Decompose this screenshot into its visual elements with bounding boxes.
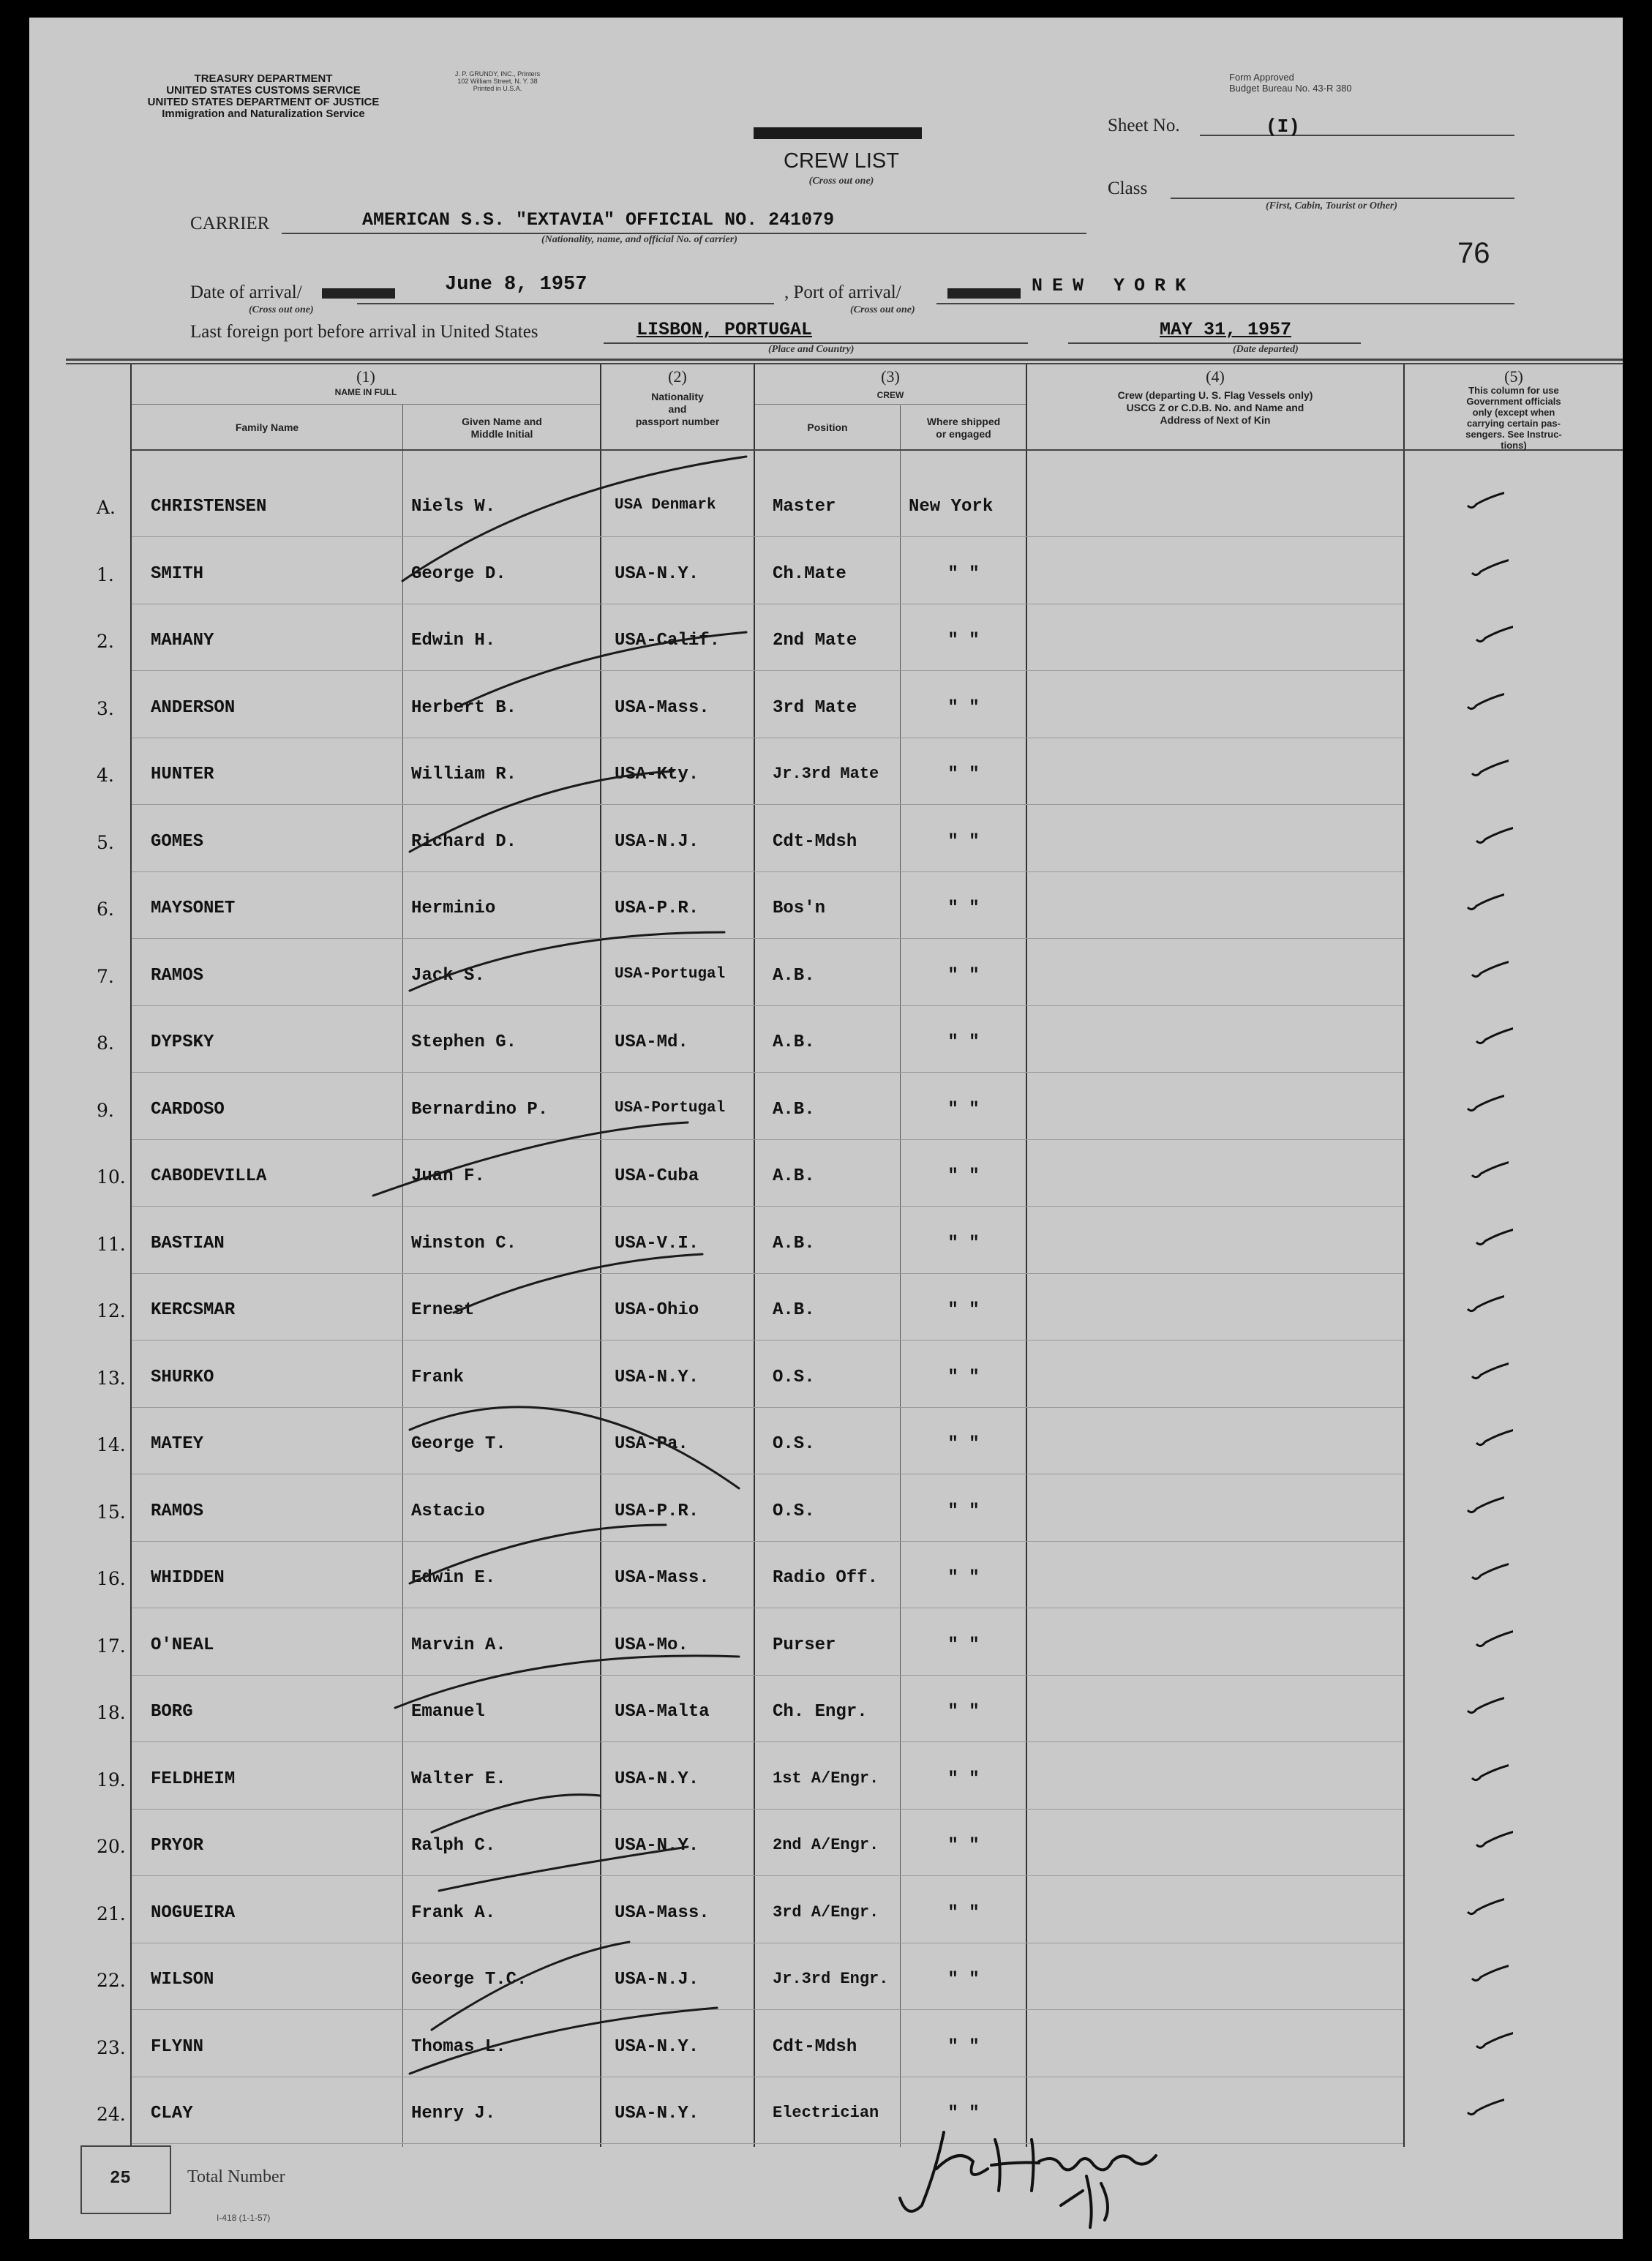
family-name-cell: MATEY xyxy=(151,1434,204,1454)
total-label: Total Number xyxy=(187,2167,285,2186)
position-cell: A.B. xyxy=(773,1234,815,1253)
date-departed-value: MAY 31, 1957 xyxy=(1160,319,1292,340)
given-name-cell: Walter E. xyxy=(411,1769,506,1789)
strike-mark xyxy=(439,1847,688,1891)
place-country-caption: (Place and Country) xyxy=(768,344,855,355)
strike-mark xyxy=(410,2008,717,2074)
gov-use-header-line-4: carrying certain pas- xyxy=(1467,418,1561,429)
given-name-cell: Niels W. xyxy=(411,497,496,517)
given-name-cell: Juan F. xyxy=(411,1166,485,1186)
nationality-cell: USA-N.Y. xyxy=(615,1368,699,1387)
where-shipped-cell: " " xyxy=(947,1568,980,1588)
given-name-cell: Marvin A. xyxy=(411,1635,506,1655)
position-cell: 3rd Mate xyxy=(773,698,857,718)
row-label: 16. xyxy=(97,1568,126,1589)
where-shipped-cell: " " xyxy=(947,1970,980,1990)
nationality-cell: USA Denmark xyxy=(615,497,716,514)
nationality-cell: USA-N.Y. xyxy=(615,564,699,584)
title-cross-out-note: (Cross out one) xyxy=(808,176,874,187)
nationality-cell: USA-Portugal xyxy=(615,966,726,983)
family-name-cell: RAMOS xyxy=(151,1501,204,1521)
crew-header: CREW xyxy=(876,390,904,400)
position-cell: O.S. xyxy=(773,1368,815,1387)
class-caption: (First, Cabin, Tourist or Other) xyxy=(1266,200,1397,211)
where-shipped-cell: " " xyxy=(947,899,980,918)
row-label: 6. xyxy=(97,899,114,920)
where-shipped-cell: " " xyxy=(947,2037,980,2057)
date-departed-caption: (Date departed) xyxy=(1233,344,1299,355)
position-cell: Ch. Engr. xyxy=(773,1702,868,1722)
position-cell: Ch.Mate xyxy=(773,564,846,584)
position-cell: Jr.3rd Mate xyxy=(773,765,879,783)
class-label: Class xyxy=(1108,179,1148,198)
printer-line-1: J. P. GRUNDY, INC., Printers xyxy=(454,70,541,78)
given-name-cell: Herbert B. xyxy=(411,698,517,718)
last-port-value: LISBON, PORTUGAL xyxy=(637,319,813,340)
handwritten-page-number: 76 xyxy=(1457,237,1490,269)
family-name-cell: SMITH xyxy=(151,564,204,584)
last-port-label: Last foreign port before arrival in United States xyxy=(190,322,538,342)
port-of-arrival-value: NEW YORK xyxy=(1032,275,1196,296)
position-cell: A.B. xyxy=(773,1166,815,1186)
where-shipped-cell: " " xyxy=(947,1836,980,1856)
strike-mark xyxy=(410,932,724,991)
col-3-number: (3) xyxy=(881,367,900,386)
family-name-cell: NOGUEIRA xyxy=(151,1903,236,1923)
nationality-cell: USA-Mass. xyxy=(615,1568,710,1588)
nationality-cell: USA-Cuba xyxy=(615,1166,699,1186)
position-cell: 2nd A/Engr. xyxy=(773,1836,879,1854)
col-2-number: (2) xyxy=(668,367,687,386)
where-shipped-cell: " " xyxy=(947,1100,980,1120)
position-cell: O.S. xyxy=(773,1501,815,1521)
family-name-cell: WILSON xyxy=(151,1970,214,1990)
row-label: 9. xyxy=(97,1100,114,1121)
row-label: 17. xyxy=(97,1635,126,1657)
where-shipped-cell: " " xyxy=(947,832,980,852)
given-name-cell: Richard D. xyxy=(411,832,517,852)
where-shipped-cell: " " xyxy=(947,1903,980,1923)
nationality-cell: USA-N.Y. xyxy=(615,1769,699,1789)
position-cell: O.S. xyxy=(773,1434,815,1454)
form-title: CREW LIST xyxy=(784,149,899,173)
row-label: 21. xyxy=(97,1903,126,1924)
nationality-cell: USA-Kty. xyxy=(615,765,699,784)
date-of-arrival-label: Date of arrival/ xyxy=(190,282,302,302)
given-name-cell: Astacio xyxy=(411,1501,485,1521)
gov-use-header-line-1: This column for use xyxy=(1468,385,1559,396)
date-of-arrival-value: June 8, 1957 xyxy=(445,274,587,296)
row-label: 13. xyxy=(97,1368,126,1389)
form-number: I-418 (1-1-57) xyxy=(217,2213,271,2223)
given-name-cell: Ralph C. xyxy=(411,1836,496,1856)
position-cell: A.B. xyxy=(773,966,815,986)
sheet-no-label: Sheet No. xyxy=(1108,116,1180,135)
budget-bureau-text: Budget Bureau No. 43-R 380 xyxy=(1229,83,1352,94)
where-shipped-cell: " " xyxy=(947,966,980,986)
row-label: 7. xyxy=(97,966,114,987)
given-name-cell: Winston C. xyxy=(411,1234,517,1253)
nationality-cell: USA-Md. xyxy=(615,1032,688,1052)
family-name-cell: GOMES xyxy=(151,832,204,852)
col-4-number: (4) xyxy=(1206,367,1225,386)
row-label: 22. xyxy=(97,1970,126,1991)
position-cell: Purser xyxy=(773,1635,836,1655)
position-cell: Cdt-Mdsh xyxy=(773,2037,857,2057)
given-name-cell: Jack S. xyxy=(411,966,485,986)
carrier-value: AMERICAN S.S. "EXTAVIA" OFFICIAL NO. 241079 xyxy=(362,209,835,230)
family-name-cell: MAYSONET xyxy=(151,899,236,918)
family-name-cell: FLYNN xyxy=(151,2037,204,2057)
given-name-cell: Edwin E. xyxy=(411,1568,496,1588)
agency-line-3: UNITED STATES DEPARTMENT OF JUSTICE xyxy=(147,96,380,108)
row-label: 10. xyxy=(97,1166,126,1188)
nationality-cell: USA-N.Y. xyxy=(615,2037,699,2057)
kin-header-line-1: Crew (departing U. S. Flag Vessels only) xyxy=(1117,389,1313,401)
where-shipped-cell: " " xyxy=(947,1300,980,1320)
nationality-header-line-2: and xyxy=(668,403,687,415)
nationality-cell: USA-Portugal xyxy=(615,1100,726,1117)
strike-mark xyxy=(432,1795,600,1832)
position-cell: 2nd Mate xyxy=(773,631,857,650)
where-shipped-cell: " " xyxy=(947,1501,980,1521)
where-shipped-cell: " " xyxy=(947,1032,980,1052)
nationality-cell: USA-Mass. xyxy=(615,698,710,718)
row-label: 8. xyxy=(97,1032,114,1054)
position-cell: Jr.3rd Engr. xyxy=(773,1970,889,1988)
strike-mark xyxy=(432,1942,629,2030)
row-label: 12. xyxy=(97,1300,126,1321)
position-cell: A.B. xyxy=(773,1300,815,1320)
nationality-cell: USA-Mo. xyxy=(615,1635,688,1655)
handwritten-strikes xyxy=(29,18,1623,2239)
gov-use-header-line-2: Government officials xyxy=(1466,396,1561,407)
given-name-cell: Thomas L. xyxy=(411,2037,506,2057)
nationality-cell: USA-V.I. xyxy=(615,1234,699,1253)
position-header: Position xyxy=(807,421,848,433)
given-name-cell: George T. xyxy=(411,1434,506,1454)
strike-mark xyxy=(454,1254,702,1313)
nationality-cell: USA-Mass. xyxy=(615,1903,710,1923)
row-label: 15. xyxy=(97,1501,126,1523)
row-label: 14. xyxy=(97,1434,126,1455)
row-label: 24. xyxy=(97,2104,126,2125)
given-name-cell: Stephen G. xyxy=(411,1032,517,1052)
family-name-cell: BASTIAN xyxy=(151,1234,225,1253)
strike-mark xyxy=(373,1122,688,1196)
where-shipped-cell: New York xyxy=(909,497,994,517)
family-name-cell: RAMOS xyxy=(151,966,204,986)
row-label: 5. xyxy=(97,832,114,853)
where-shipped-cell: " " xyxy=(947,1368,980,1387)
agency-line-1: TREASURY DEPARTMENT xyxy=(194,72,333,85)
family-name-cell: PRYOR xyxy=(151,1836,204,1856)
given-name-cell: Frank xyxy=(411,1368,465,1387)
where-shipped-cell: " " xyxy=(947,2104,980,2123)
strike-mark xyxy=(410,1525,666,1583)
date-cross-out-note: (Cross out one) xyxy=(249,304,314,315)
row-label: 3. xyxy=(97,698,114,719)
nationality-header-line-3: passport number xyxy=(635,416,720,427)
nationality-cell: USA-P.R. xyxy=(615,899,699,918)
row-label: A. xyxy=(97,497,116,518)
kin-header-line-3: Address of Next of Kin xyxy=(1160,414,1271,426)
row-label: 2. xyxy=(97,631,114,652)
document-page xyxy=(29,18,1623,2239)
family-name-header: Family Name xyxy=(235,421,299,433)
where-shipped-header-line-2: or engaged xyxy=(936,428,991,440)
port-of-arrival-label: , Port of arrival/ xyxy=(784,282,901,302)
position-cell: 1st A/Engr. xyxy=(773,1769,879,1788)
nationality-cell: USA-Malta xyxy=(615,1702,710,1722)
position-cell: 3rd A/Engr. xyxy=(773,1903,879,1921)
nationality-cell: USA-N.J. xyxy=(615,832,699,852)
family-name-cell: WHIDDEN xyxy=(151,1568,225,1588)
col-1-number: (1) xyxy=(356,367,375,386)
given-name-header-line-1: Given Name and xyxy=(462,416,542,427)
nationality-cell: USA-Calif. xyxy=(615,631,721,650)
carrier-caption: (Nationality, name, and official No. of carrier) xyxy=(541,234,737,245)
family-name-cell: CARDOSO xyxy=(151,1100,225,1120)
family-name-cell: MAHANY xyxy=(151,631,214,650)
nationality-cell: USA-Ohio xyxy=(615,1300,699,1320)
gov-use-header-line-5: sengers. See Instruc- xyxy=(1465,429,1562,440)
row-label: 19. xyxy=(97,1769,126,1791)
where-shipped-cell: " " xyxy=(947,1702,980,1722)
form-approved-text: Form Approved xyxy=(1229,72,1294,83)
carrier-label: CARRIER xyxy=(190,214,270,233)
given-name-header-line-2: Middle Initial xyxy=(470,428,533,440)
position-cell: A.B. xyxy=(773,1100,815,1120)
where-shipped-cell: " " xyxy=(947,1769,980,1789)
position-cell: Radio Off. xyxy=(773,1568,879,1588)
row-label: 1. xyxy=(97,564,114,585)
nationality-header-line-1: Nationality xyxy=(651,391,704,402)
family-name-cell: ANDERSON xyxy=(151,698,236,718)
family-name-cell: DYPSKY xyxy=(151,1032,214,1052)
where-shipped-header-line-1: Where shipped xyxy=(926,416,1001,427)
row-label: 11. xyxy=(97,1234,126,1255)
gov-use-header-line-6: tions) xyxy=(1501,440,1527,451)
given-name-cell: Edwin H. xyxy=(411,631,496,650)
where-shipped-cell: " " xyxy=(947,631,980,650)
strike-mark xyxy=(410,1407,739,1488)
where-shipped-cell: " " xyxy=(947,1434,980,1454)
total-value: 25 xyxy=(110,2169,131,2189)
given-name-cell: George D. xyxy=(411,564,506,584)
family-name-cell: BORG xyxy=(151,1702,193,1722)
row-label: 18. xyxy=(97,1702,126,1723)
family-name-cell: KERCSMAR xyxy=(151,1300,236,1320)
where-shipped-cell: " " xyxy=(947,765,980,784)
row-label: 4. xyxy=(97,765,114,786)
position-cell: Master xyxy=(773,497,836,517)
sheet-no-value: (I) xyxy=(1266,116,1300,138)
nationality-cell: USA-P.R. xyxy=(615,1501,699,1521)
nationality-cell: USA-N.Y. xyxy=(615,1836,699,1856)
name-in-full-header: NAME IN FULL xyxy=(334,387,397,397)
position-cell: Electrician xyxy=(773,2104,879,2122)
strike-mark xyxy=(395,1656,739,1708)
col-5-number: (5) xyxy=(1504,367,1523,386)
kin-header-line-2: USCG Z or C.D.B. No. and Name and xyxy=(1126,402,1304,413)
family-name-cell: HUNTER xyxy=(151,765,214,784)
printer-line-3: Printed in U.S.A. xyxy=(473,85,522,92)
family-name-cell: O'NEAL xyxy=(151,1635,214,1655)
family-name-cell: CLAY xyxy=(151,2104,193,2123)
family-name-cell: CHRISTENSEN xyxy=(151,497,267,517)
strike-mark xyxy=(410,771,673,852)
where-shipped-cell: " " xyxy=(947,564,980,584)
where-shipped-cell: " " xyxy=(947,698,980,718)
family-name-cell: FELDHEIM xyxy=(151,1769,236,1789)
given-name-cell: George T.C. xyxy=(411,1970,527,1990)
position-cell: Bos'n xyxy=(773,899,826,918)
where-shipped-cell: " " xyxy=(947,1234,980,1253)
agency-line-4: Immigration and Naturalization Service xyxy=(162,108,365,120)
nationality-cell: USA-N.J. xyxy=(615,1970,699,1990)
given-name-cell: Ernest xyxy=(411,1300,475,1320)
given-name-cell: William R. xyxy=(411,765,517,784)
given-name-cell: Bernardino P. xyxy=(411,1100,549,1120)
given-name-cell: Herminio xyxy=(411,899,496,918)
printer-line-2: 102 William Street, N. Y. 38 xyxy=(457,78,538,85)
strike-mark xyxy=(402,457,746,581)
strike-mark xyxy=(461,632,746,705)
where-shipped-cell: " " xyxy=(947,1166,980,1186)
position-cell: Cdt-Mdsh xyxy=(773,832,857,852)
where-shipped-cell: " " xyxy=(947,1635,980,1655)
nationality-cell: USA-Pa. xyxy=(615,1434,688,1454)
given-name-cell: Henry J. xyxy=(411,2104,496,2123)
family-name-cell: SHURKO xyxy=(151,1368,214,1387)
given-name-cell: Frank A. xyxy=(411,1903,496,1923)
position-cell: A.B. xyxy=(773,1032,815,1052)
row-label: 23. xyxy=(97,2037,126,2058)
gov-use-header-line-3: only (except when xyxy=(1472,407,1555,418)
handwritten-signature xyxy=(893,2110,1185,2235)
port-cross-out-note: (Cross out one) xyxy=(850,304,915,315)
given-name-cell: Emanuel xyxy=(411,1702,485,1722)
family-name-cell: CABODEVILLA xyxy=(151,1166,267,1186)
row-label: 20. xyxy=(97,1836,126,1857)
agency-line-2: UNITED STATES CUSTOMS SERVICE xyxy=(166,84,361,97)
nationality-cell: USA-N.Y. xyxy=(615,2104,699,2123)
